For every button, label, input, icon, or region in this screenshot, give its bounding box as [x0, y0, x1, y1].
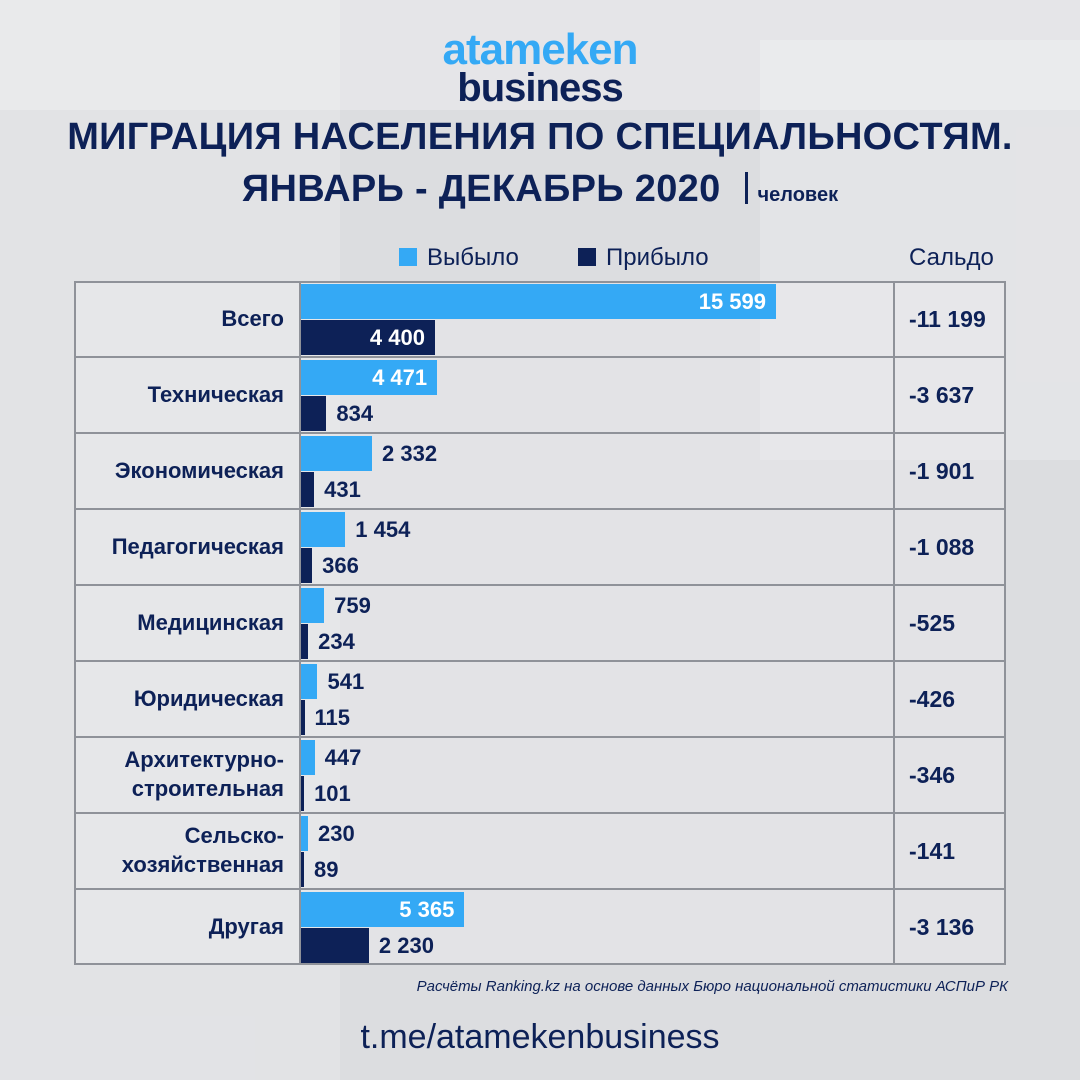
bar-inflow	[301, 472, 314, 507]
bar-outflow-value-label: 447	[324, 745, 362, 770]
legend-label-out: Выбыло	[427, 244, 519, 271]
category-label: Экономическая	[114, 457, 284, 483]
legend-swatch-in	[578, 248, 596, 266]
saldo-value: -525	[909, 609, 956, 636]
chart-row	[74, 889, 1006, 965]
brand-logo	[0, 25, 1080, 110]
category-label: Юридическая	[133, 685, 284, 711]
chart-row	[74, 585, 1006, 661]
category-label: Техническая	[147, 381, 284, 407]
chart-row	[74, 813, 1006, 889]
chart-row	[74, 281, 1006, 357]
legend-label-in: Прибыло	[606, 244, 709, 271]
bar-outflow-value-label: 1 454	[355, 517, 411, 542]
chart-row	[74, 357, 1006, 433]
bar-outflow	[301, 664, 317, 699]
brand-line1: atameken	[442, 25, 638, 74]
bar-inflow	[301, 700, 305, 735]
footer-link[interactable]: t.me/atamekenbusiness	[360, 1018, 720, 1056]
saldo-header: Сальдо	[909, 244, 994, 271]
saldo-value: -426	[909, 685, 956, 712]
unit-label: человек	[757, 184, 839, 206]
saldo-value: -3 637	[909, 381, 975, 408]
chart-row	[74, 509, 1006, 585]
bar-inflow	[301, 396, 326, 431]
category-label: Другая	[208, 913, 284, 939]
bar-outflow	[301, 512, 345, 547]
legend-swatch-out	[399, 248, 417, 266]
saldo-value: -1 901	[909, 457, 975, 484]
saldo-value: -141	[909, 837, 956, 864]
bar-outflow-value-label: 541	[327, 669, 365, 694]
bar-outflow-value-label: 4 471	[372, 365, 428, 390]
bar-inflow-value-label: 89	[314, 857, 339, 882]
page-title-line1: МИГРАЦИЯ НАСЕЛЕНИЯ ПО СПЕЦИАЛЬНОСТЯМ.	[67, 116, 1013, 158]
category-label: Медицинская	[137, 609, 284, 635]
brand-line2: business	[457, 66, 623, 110]
bar-inflow-value-label: 234	[318, 629, 355, 654]
bar-inflow-value-label: 431	[324, 477, 361, 502]
saldo-value: -3 136	[909, 913, 975, 940]
chart-row	[74, 433, 1006, 509]
bar-inflow	[301, 852, 304, 887]
chart-row	[74, 737, 1006, 813]
chart-row	[74, 661, 1006, 737]
bar-inflow	[301, 776, 304, 811]
bar-inflow-value-label: 101	[314, 781, 351, 806]
bar-outflow-value-label: 759	[334, 593, 371, 618]
bar-outflow	[301, 740, 315, 775]
bar-outflow	[301, 436, 372, 471]
saldo-value: -11 199	[909, 305, 986, 332]
bar-inflow-value-label: 2 230	[378, 933, 434, 958]
legend-item-in	[578, 244, 709, 272]
page-title-line2	[0, 170, 1080, 208]
page-title-period: ЯНВАРЬ - ДЕКАБРЬ 2020	[241, 168, 721, 210]
legend-item-out	[399, 244, 519, 272]
source-note: Расчёты Ranking.kz на основе данных Бюро национальной статистики АСПиР РК	[416, 978, 1008, 995]
bar-inflow	[301, 624, 308, 659]
saldo-value: -1 088	[909, 533, 975, 560]
bar-outflow	[301, 588, 324, 623]
bar-outflow-value-label: 230	[318, 821, 355, 846]
bar-inflow	[301, 548, 312, 583]
bar-outflow	[301, 816, 308, 851]
bar-outflow-value-label: 5 365	[399, 897, 455, 922]
bar-outflow-value-label: 15 599	[698, 289, 766, 314]
bar-inflow-value-label: 366	[322, 553, 359, 578]
saldo-value: -346	[909, 761, 956, 788]
bar-outflow-value-label: 2 332	[382, 441, 438, 466]
category-label: Педагогическая	[111, 533, 284, 559]
bar-inflow-value-label: 4 400	[369, 325, 425, 350]
unit-divider	[745, 172, 748, 204]
bar-inflow	[301, 928, 369, 963]
bar-inflow-value-label: 834	[336, 401, 374, 426]
category-label: Сельско- хозяйственная	[121, 823, 284, 877]
category-label: Архитектурно- строительная	[124, 747, 284, 801]
category-label: Всего	[221, 305, 284, 331]
bar-inflow-value-label: 115	[314, 705, 350, 730]
